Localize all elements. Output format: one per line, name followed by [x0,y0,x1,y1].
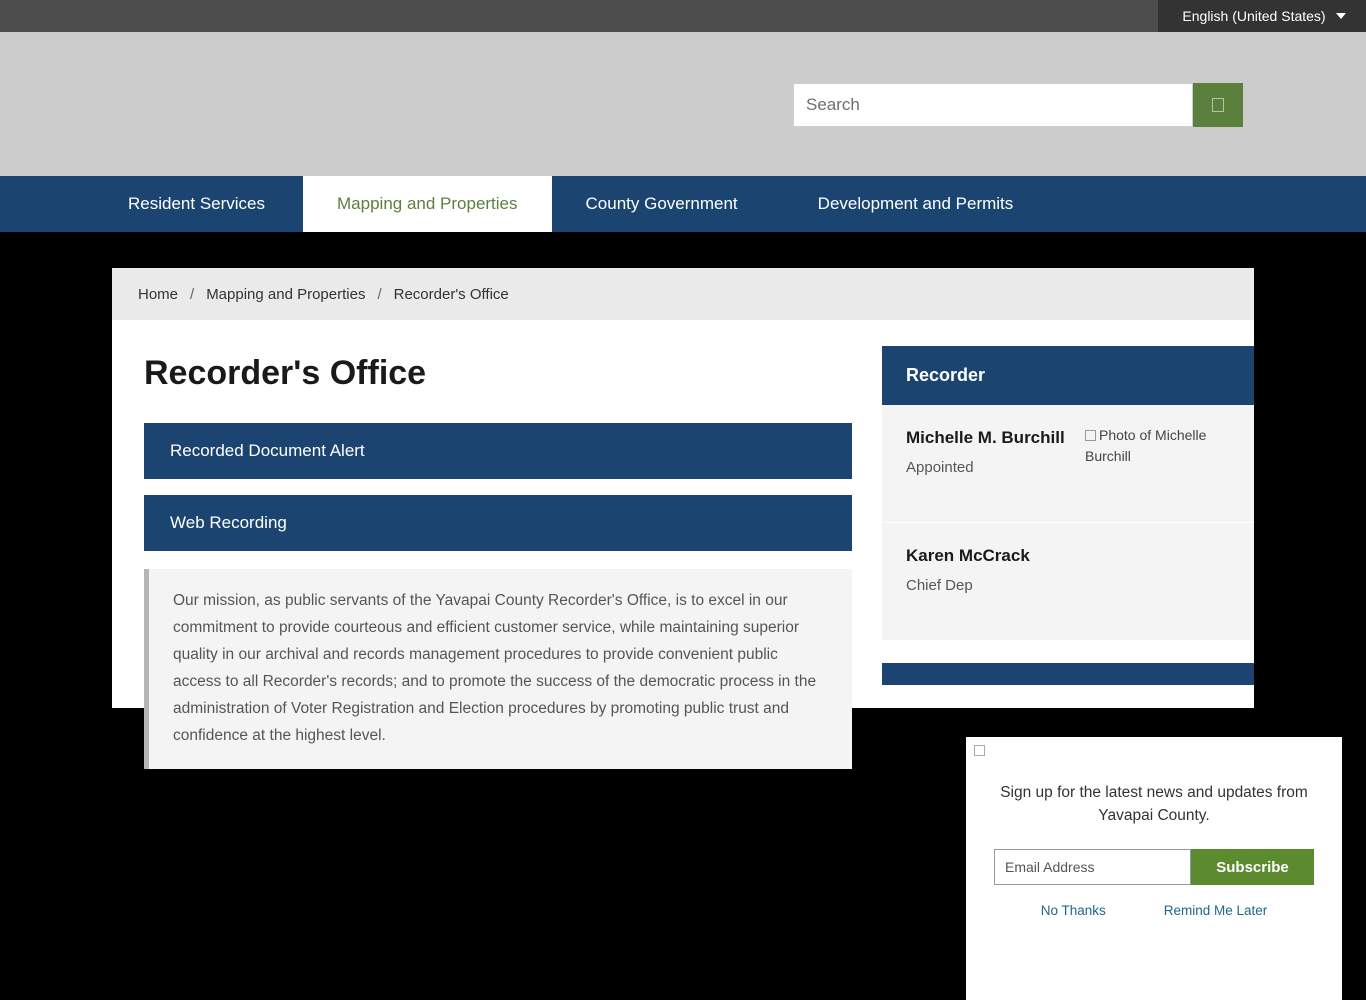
breadcrumb-separator: / [190,285,195,303]
search-input[interactable] [793,83,1193,127]
page-body [0,232,1366,918]
search-bar [793,83,1243,127]
sidebar-person-card [882,523,1254,641]
no-thanks-link[interactable]: No Thanks [1040,903,1106,918]
person-role: Chief Dep [906,577,973,594]
nav-item-mapping-and-properties[interactable] [303,176,552,232]
newsletter-actions [994,903,1314,918]
chevron-down-icon [1336,13,1346,19]
remind-me-later-link[interactable]: Remind Me Later [1163,903,1268,918]
content-card [112,268,1254,744]
sidebar-card-footer [882,663,1254,685]
nav-item-label: Mapping and Properties [337,194,518,213]
nav-item-resident-services[interactable] [0,176,303,232]
accordion-label: Recorded Document Alert [170,441,365,460]
mission-statement: Our mission, as public servants of the Yavapai County Recorder's Office, is to excel in our commitment to provide courteous and efficient customer service, while maintaining superior quality in our archival and records management procedures to provide convenient public access to all Recorder's records; and to promote the success of the democratic process in the administration of Voter Registration and Election procedures by promoting public trust and confidence at the highest level. [144,569,852,769]
main-navigation [0,176,1366,232]
broken-image-icon [1085,430,1096,441]
content-columns [112,320,1254,769]
breadcrumb [112,268,1254,320]
nav-item-county-government[interactable] [552,176,772,232]
subscribe-button[interactable]: Subscribe [1191,849,1314,885]
person-photo-broken-image [1085,425,1230,467]
newsletter-signup-popup [966,737,1342,1000]
person-role: Appointed [906,459,974,476]
breadcrumb-item-mapping-and-properties[interactable]: Mapping and Properties [206,285,366,303]
nav-item-label: Development and Permits [817,194,1014,213]
page-title: Recorder's Office [144,354,427,392]
email-field[interactable] [994,849,1191,885]
breadcrumb-item-current: Recorder's Office [393,285,509,303]
search-button[interactable] [1193,83,1243,127]
language-selector-label: English (United States) [1182,8,1326,24]
sidebar-person-card [882,405,1254,523]
site-header [0,32,1366,176]
nav-item-label: County Government [585,194,738,213]
person-name: Karen McCrack [906,546,1030,565]
nav-item-label: Resident Services [128,194,266,213]
newsletter-message: Sign up for the latest news and updates from Yavapai County. [1000,784,1308,824]
top-utility-bar [0,0,1366,32]
person-name: Michelle M. Burchill [906,428,1065,447]
sidebar-card-title: Recorder [882,346,1254,405]
sidebar-column [882,320,1254,769]
newsletter-form [994,849,1314,885]
search-icon [1212,98,1224,112]
nav-item-development-and-permits[interactable] [772,176,1048,232]
accordion-web-recording[interactable] [144,495,852,551]
breadcrumb-item-home[interactable]: Home [138,285,179,303]
accordion-recorded-document-alert[interactable] [144,423,852,479]
accordion-label: Web Recording [170,513,287,532]
breadcrumb-separator: / [377,285,382,303]
broken-image-icon [974,745,985,756]
main-column [112,320,882,769]
person-photo-alt-text: Photo of Michelle Burchill [1085,427,1207,464]
language-selector[interactable] [1158,0,1366,32]
